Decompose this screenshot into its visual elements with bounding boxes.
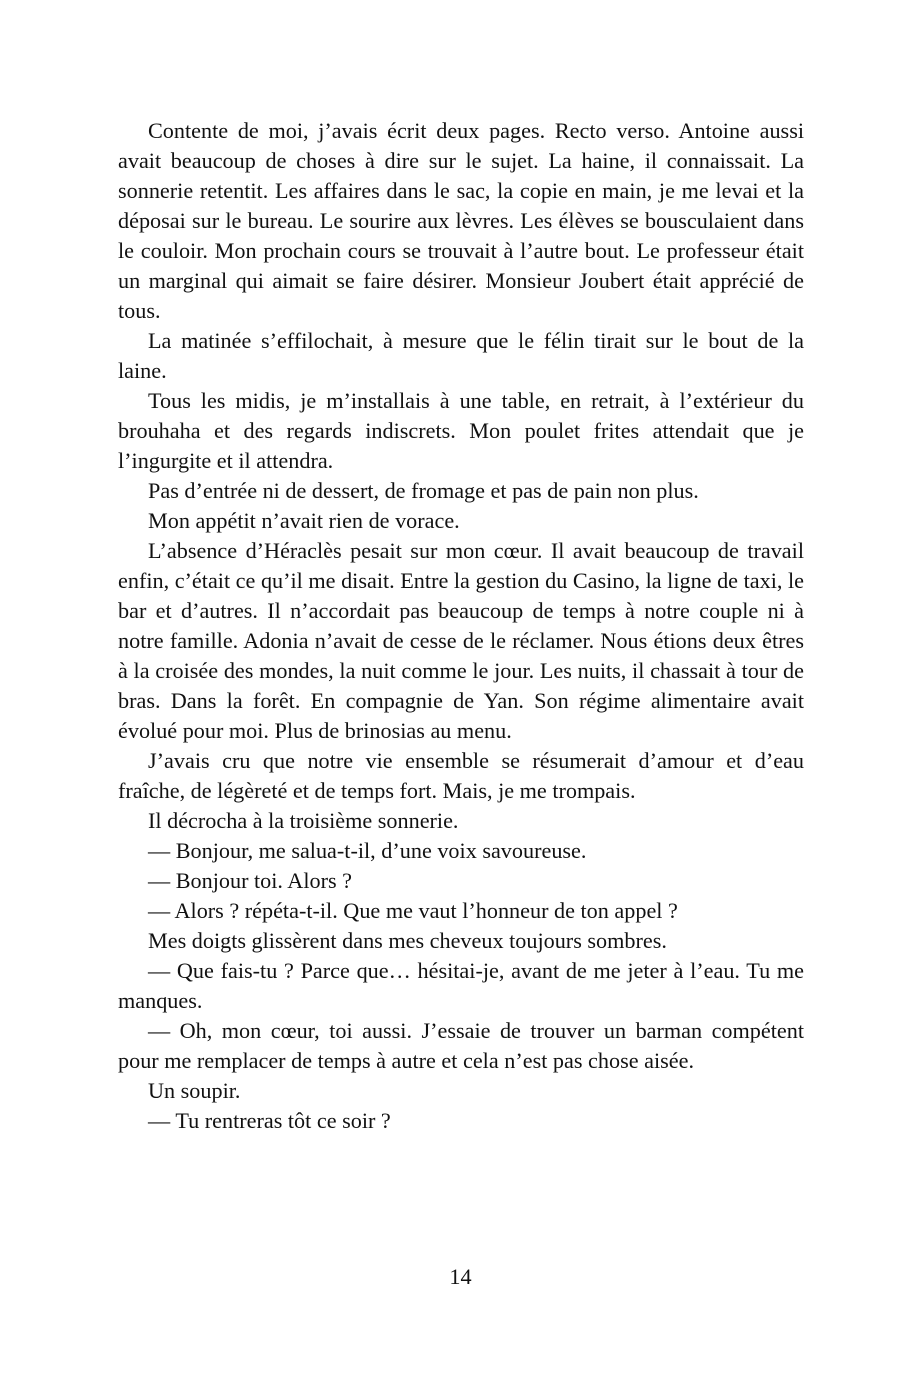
paragraph: Mon appétit n’avait rien de vorace. xyxy=(148,508,460,533)
dialogue-line: — Tu rentreras tôt ce soir ? xyxy=(148,1108,391,1133)
paragraph: Contente de moi, j’avais écrit deux pages. Recto verso. Antoine aussi avait beaucoup de choses à dire sur le sujet. La haine, il connaissait. La sonnerie retentit. Les affaires dans le sac, la copie en main, je me levai et la déposai sur le bureau. Le sourire aux lèvres. Les élèves se bousculaient dans le couloir. Mon prochain cours se trouvait à l’autre bout. Le professeur était un marginal qui aimait se faire désirer. Monsieur Joubert était apprécié de tous. xyxy=(118,118,804,323)
dialogue-line: — Que fais-tu ? Parce que… hésitai-je, avant de me jeter à l’eau. Tu me manques. xyxy=(118,958,804,1013)
page-number: 14 xyxy=(449,1264,472,1289)
paragraph: Il décrocha à la troisième sonnerie. xyxy=(148,808,459,833)
paragraph: La matinée s’effilochait, à mesure que le félin tirait sur le bout de la laine. xyxy=(118,328,804,383)
dialogue-line: — Alors ? répéta-t-il. Que me vaut l’honneur de ton appel ? xyxy=(148,898,678,923)
paragraph: L’absence d’Héraclès pesait sur mon cœur. Il avait beaucoup de travail enfin, c’était ce qu’il me disait. Entre la gestion du Casino, la ligne de taxi, le bar et d’autres. Il n’accordait pas beaucoup de temps à notre couple ni à notre famille. Adonia n’avait de cesse de le réclamer. Nous étions deux êtres à la croisée des mondes, la nuit comme le jour. Les nuits, il chassait à tour de bras. Dans la forêt. En compagnie de Yan. Son régime alimentaire avait évolué pour moi. Plus de brinosias au menu. xyxy=(118,538,804,743)
paragraph: Mes doigts glissèrent dans mes cheveux toujours sombres. xyxy=(148,928,667,953)
paragraph: Tous les midis, je m’installais à une table, en retrait, à l’extérieur du brouhaha et des regards indiscrets. Mon poulet frites attendait que je l’ingurgite et il attendra. xyxy=(118,388,804,473)
page-body xyxy=(118,116,804,1136)
paragraph: Un soupir. xyxy=(148,1078,241,1103)
dialogue-line: — Oh, mon cœur, toi aussi. J’essaie de trouver un barman compétent pour me remplacer de temps à autre et cela n’est pas chose aisée. xyxy=(118,1018,804,1073)
dialogue-line: — Bonjour toi. Alors ? xyxy=(148,868,352,893)
paragraph: Pas d’entrée ni de dessert, de fromage et pas de pain non plus. xyxy=(148,478,699,503)
paragraph: J’avais cru que notre vie ensemble se résumerait d’amour et d’eau fraîche, de légèreté et de temps fort. Mais, je me trompais. xyxy=(118,748,804,803)
dialogue-line: — Bonjour, me salua-t-il, d’une voix savoureuse. xyxy=(148,838,587,863)
